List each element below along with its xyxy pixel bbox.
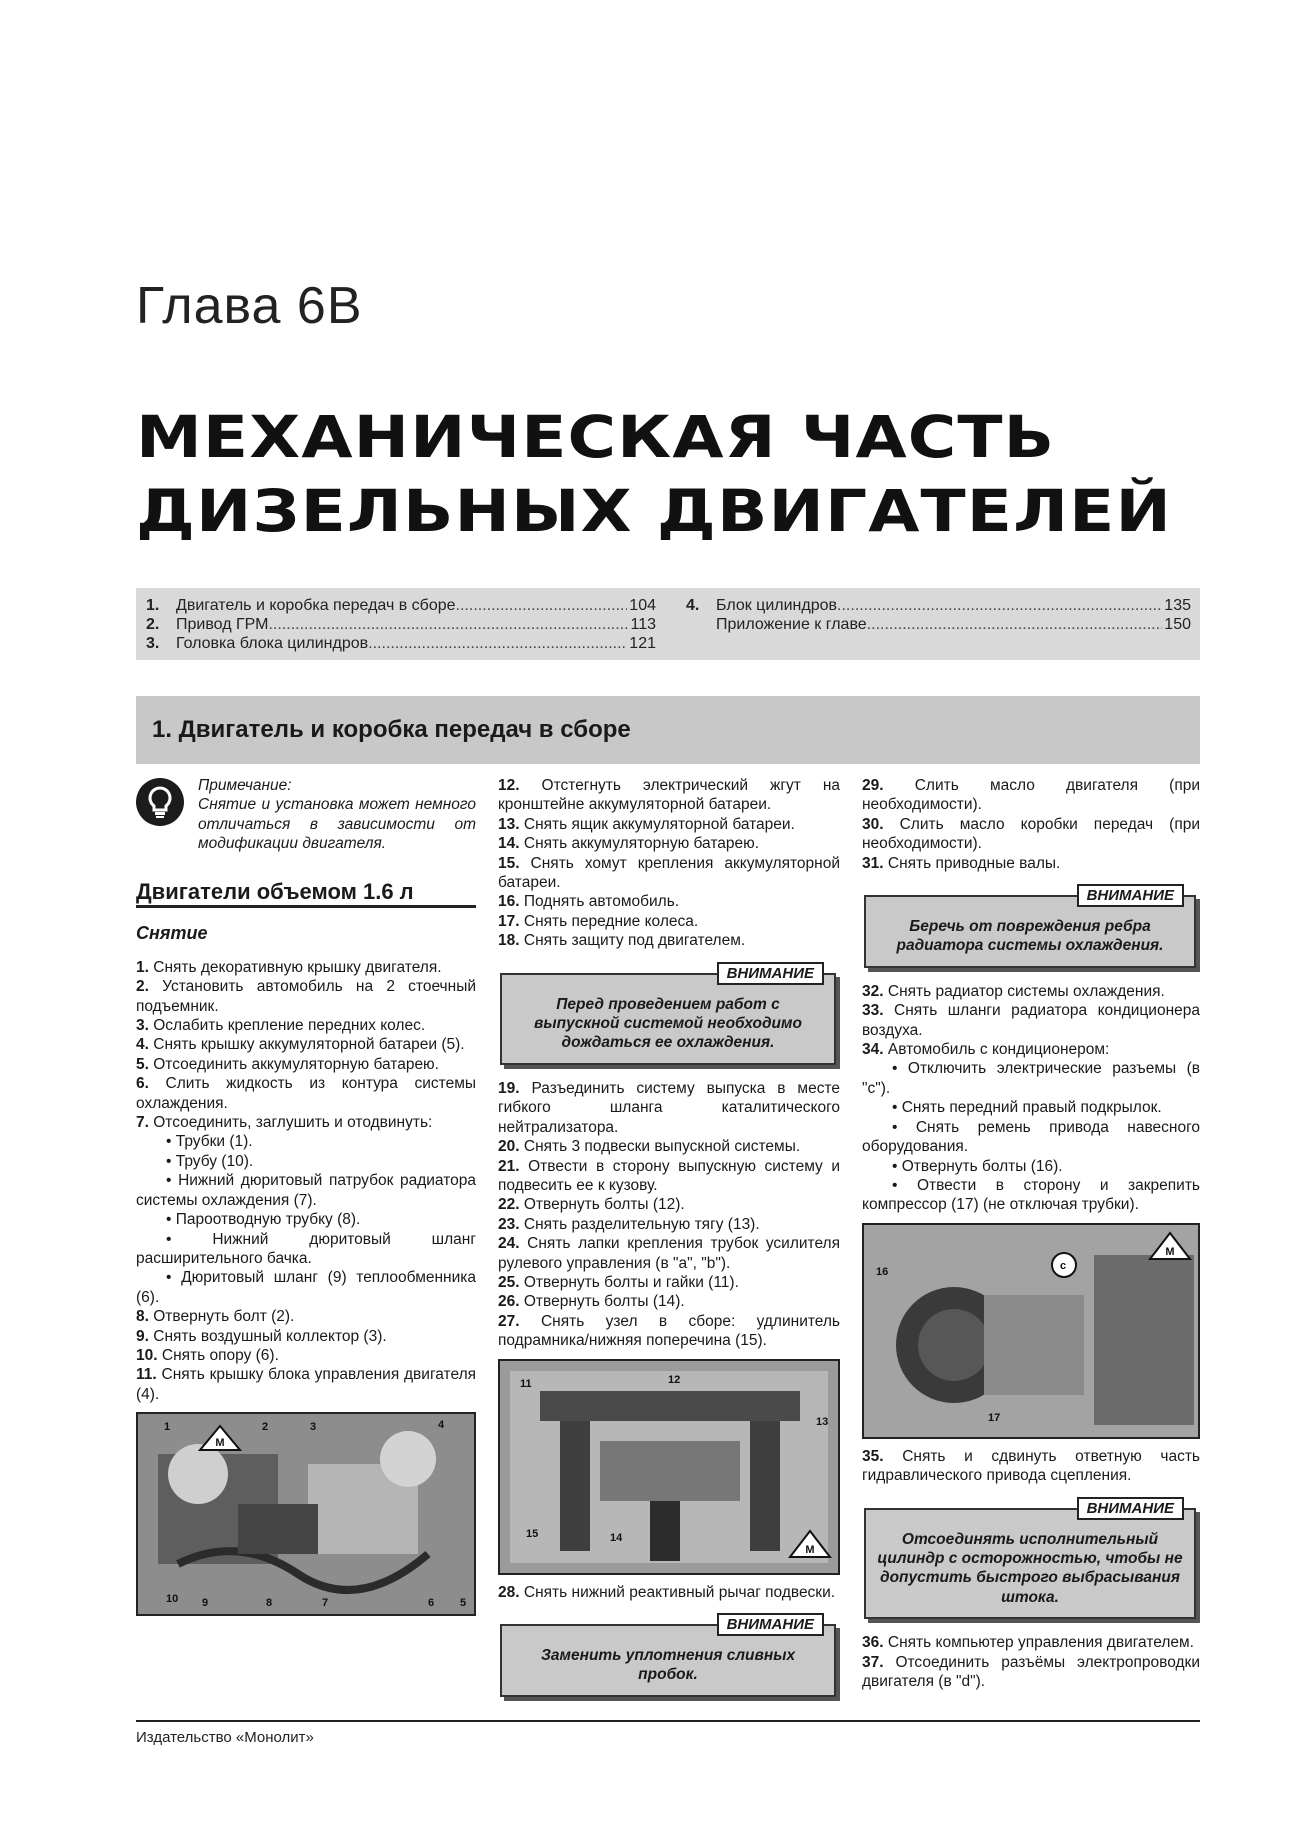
publisher-footer: Издательство «Монолит» — [136, 1729, 314, 1746]
step-number: 36. — [862, 1634, 884, 1652]
step-item — [136, 1365, 476, 1404]
step-item — [498, 815, 840, 834]
toc-entry — [686, 596, 1191, 615]
step-text: Снять декоративную крышку двигателя. — [153, 958, 442, 976]
warning-box — [500, 1615, 836, 1697]
step-text: Отсоединить аккумуляторную батарею. — [153, 1055, 439, 1073]
step-text: Отстегнуть электрический жгут на кронштейне аккумуляторной батареи. — [498, 777, 840, 814]
warning-text: Заменить уплотнения сливных пробок. — [540, 1646, 796, 1684]
callout-label: 8 — [266, 1597, 273, 1610]
step-item — [498, 1273, 840, 1292]
step-number: 37. — [862, 1653, 884, 1671]
step-text: Снять передние колеса. — [523, 912, 699, 930]
step-text: Снять хомут крепления аккумуляторной батареи. — [498, 854, 840, 892]
engine-photo-drawing — [138, 1414, 474, 1614]
step-number: 9. — [136, 1327, 149, 1345]
warning-text: Беречь от повреждения ребра радиатора системы охлаждения. — [896, 918, 1164, 955]
toc-entry — [686, 615, 1191, 634]
bullet-icon: • — [892, 1176, 917, 1194]
step-item — [498, 1312, 840, 1351]
step-list — [498, 1583, 840, 1602]
step-number: 30. — [862, 815, 884, 833]
step-number: 1. — [136, 958, 149, 976]
bullet-text: Отключить электрические разъемы (в "c"). — [862, 1060, 1201, 1097]
step-item — [498, 854, 840, 893]
column-1 — [136, 776, 476, 1624]
step-text: Снять опору (6). — [161, 1346, 279, 1364]
step-number: 34. — [862, 1041, 884, 1059]
bullet-icon: • — [892, 1118, 916, 1136]
table-of-contents — [136, 588, 1200, 660]
step-number: 31. — [862, 854, 884, 872]
step-number: 22. — [498, 1196, 520, 1214]
svg-text:M: M — [215, 1437, 225, 1450]
callout-label: 4 — [438, 1419, 445, 1432]
bullet-item — [136, 1171, 476, 1210]
bullet-item — [862, 1059, 1200, 1098]
callout-label: 17 — [988, 1411, 1001, 1424]
step-number: 18. — [498, 932, 520, 950]
toc-number: 3. — [146, 635, 160, 652]
step-item — [136, 1307, 476, 1326]
step-item — [498, 931, 840, 950]
step-text: Отвернуть болт (2). — [153, 1308, 295, 1326]
step-text: Снять лапки крепления трубок усилителя рулевого управления (в "a", "b"). — [498, 1235, 840, 1272]
step-number: 19. — [498, 1079, 520, 1097]
step-item — [498, 1157, 840, 1196]
toc-entry — [146, 634, 656, 653]
step-number: 33. — [862, 1002, 884, 1020]
step-number: 7. — [136, 1114, 149, 1132]
warning-text: Перед проведением работ с выпускной системой необходимо дождаться ее охлаждения. — [534, 995, 802, 1052]
callout-label: 10 — [166, 1593, 179, 1606]
section-title: 1. Двигатель и коробка передач в сборе — [152, 716, 631, 743]
subframe-photo-drawing — [500, 1361, 838, 1573]
step-list — [498, 1079, 840, 1351]
step-item — [136, 1113, 476, 1132]
callout-label: 9 — [202, 1597, 209, 1610]
bullet-item — [136, 1210, 476, 1229]
title-line-1: МЕХАНИЧЕСКАЯ ЧАСТЬ — [136, 403, 1056, 471]
step-number: 16. — [498, 893, 520, 911]
bullet-item — [136, 1230, 476, 1269]
engine-subheading: Двигатели объемом 1.6 л — [136, 879, 414, 904]
toc-title: Приложение к главе — [716, 616, 867, 633]
bullet-icon: • — [166, 1230, 213, 1248]
step-text: Снять 3 подвески выпускной системы. — [523, 1138, 801, 1156]
compressor-photo — [862, 1223, 1200, 1439]
toc-left-column — [146, 596, 656, 653]
bullet-text: Снять передний правый подкрылок. — [901, 1099, 1162, 1117]
callout-label: 13 — [816, 1415, 829, 1428]
step-number: 23. — [498, 1215, 520, 1233]
step-number: 5. — [136, 1055, 149, 1073]
step-number: 20. — [498, 1138, 520, 1156]
note-box — [136, 776, 476, 866]
bullet-icon: • — [166, 1152, 176, 1170]
step-item — [862, 1653, 1200, 1692]
step-item — [498, 892, 840, 911]
chapter-label: Глава 6В — [136, 277, 363, 335]
step-text: Слить масло коробки передач (при необходимости). — [862, 815, 1200, 853]
bullet-text: Отвести в сторону и закрепить компрессор (17) (не отключая трубки). — [862, 1176, 1200, 1214]
step-list — [862, 982, 1200, 1060]
callout-label: 12 — [668, 1373, 681, 1386]
note-body: Снятие и установка может немного отличаться в зависимости от модификации двигателя. — [198, 796, 476, 853]
toc-page: 104 — [629, 597, 656, 614]
bullet-icon: • — [166, 1211, 176, 1229]
step-text: Снять узел в сборе: удлинитель подрамника/нижняя поперечина (15). — [498, 1312, 840, 1350]
step-number: 12. — [498, 777, 520, 794]
toc-leader — [837, 596, 1162, 615]
step-text: Снять крышку блока управления двигателя (4). — [136, 1366, 477, 1403]
step-number: 8. — [136, 1308, 149, 1326]
step-number: 15. — [498, 854, 520, 872]
step-text: Снять шланги радиатора кондиционера воздуха. — [862, 1002, 1200, 1039]
step-text: Отвернуть болты (12). — [523, 1196, 685, 1214]
bullet-item — [136, 1152, 476, 1171]
toc-page: 150 — [1164, 616, 1191, 633]
step-text: Снять и сдвинуть ответную часть гидравлического привода сцепления. — [862, 1447, 1201, 1485]
step-item — [498, 1079, 840, 1137]
warning-text: Отсоединять исполнительный цилиндр с осторожностью, чтобы не допустить быстрого выбрасывания штока. — [877, 1530, 1183, 1606]
column-3 — [862, 776, 1200, 1691]
bullet-icon: • — [166, 1172, 179, 1190]
step-item — [498, 776, 840, 815]
step-item — [136, 1055, 476, 1074]
step-text: Снять ящик аккумуляторной батареи. — [523, 815, 795, 833]
callout-label: 2 — [262, 1421, 269, 1434]
step-number: 14. — [498, 835, 520, 853]
step-number: 28. — [498, 1583, 520, 1601]
toc-entry — [146, 596, 656, 615]
warning-label: ВНИМАНИЕ — [717, 962, 824, 985]
step-text: Отвернуть болты и гайки (11). — [523, 1273, 739, 1291]
step-number: 35. — [862, 1447, 884, 1465]
step-text: Отвернуть болты (14). — [523, 1293, 685, 1311]
step-number: 17. — [498, 912, 520, 930]
step-list — [136, 958, 476, 1133]
step-text: Слить жидкость из контура системы охлаждения. — [136, 1075, 477, 1112]
toc-leader — [368, 634, 627, 653]
step-item — [498, 1292, 840, 1311]
step-number: 6. — [136, 1075, 149, 1093]
step-text: Отсоединить разъёмы электропроводки двигателя (в "d"). — [862, 1653, 1200, 1690]
toc-number: 1. — [146, 597, 160, 614]
bullet-text: Пароотводную трубку (8). — [175, 1211, 361, 1229]
step-item — [862, 1001, 1200, 1040]
warning-box — [864, 1499, 1196, 1620]
step-number: 26. — [498, 1293, 520, 1311]
step-number: 13. — [498, 815, 520, 833]
engine-photo — [136, 1412, 476, 1616]
step-list — [498, 776, 840, 951]
step-item — [862, 815, 1200, 854]
step-number: 27. — [498, 1312, 520, 1330]
step-text: Ослабить крепление передних колес. — [153, 1017, 426, 1035]
step-number: 3. — [136, 1017, 149, 1035]
step-text: Установить автомобиль на 2 стоечный подъемник. — [136, 978, 476, 1015]
callout-label: 3 — [310, 1421, 317, 1434]
note-heading: Примечание: — [198, 777, 292, 794]
toc-leader — [867, 615, 1163, 634]
bullet-list — [136, 1132, 476, 1307]
bullet-item — [862, 1176, 1200, 1215]
bullet-text: Дюритовый шланг (9) теплообменника (6). — [136, 1269, 476, 1306]
toc-number — [686, 615, 716, 634]
bullet-icon: • — [892, 1157, 902, 1175]
step-list — [136, 1307, 476, 1404]
step-item — [862, 1447, 1200, 1486]
step-item — [498, 1195, 840, 1214]
step-text: Снять аккумуляторную батарею. — [523, 835, 760, 853]
step-text: Снять крышку аккумуляторной батареи (5). — [153, 1036, 465, 1054]
step-item — [862, 1633, 1200, 1652]
callout-label: c — [1060, 1259, 1067, 1272]
bullet-icon: • — [166, 1133, 176, 1151]
column-2 — [498, 776, 840, 1711]
step-text: Снять воздушный коллектор (3). — [153, 1327, 387, 1345]
step-text: Снять защиту под двигателем. — [523, 932, 746, 950]
step-item — [498, 1583, 840, 1602]
callout-label: 16 — [876, 1265, 889, 1278]
bullet-item — [862, 1157, 1200, 1176]
svg-text:M: M — [805, 1543, 815, 1556]
step-text: Снять радиатор системы охлаждения. — [887, 982, 1165, 1000]
step-list — [862, 1447, 1200, 1486]
step-text: Разъединить систему выпуска в месте гибкого шланга каталитического нейтрализатора. — [498, 1079, 840, 1136]
bullet-item — [136, 1132, 476, 1151]
toc-number: 4. — [686, 597, 700, 614]
removal-subheading: Снятие — [136, 923, 208, 944]
step-number: 11. — [136, 1366, 157, 1384]
step-list — [862, 1633, 1200, 1691]
toc-title: Головка блока цилиндров — [176, 635, 369, 652]
footer-divider — [136, 1720, 1200, 1722]
bullet-text: Нижний дюритовый патрубок радиатора системы охлаждения (7). — [136, 1172, 476, 1209]
step-item — [136, 958, 476, 977]
main-title — [136, 400, 1216, 548]
svg-text:M: M — [1165, 1245, 1175, 1258]
callout-label: 1 — [164, 1421, 171, 1434]
toc-title: Блок цилиндров — [716, 597, 838, 614]
note-text — [198, 776, 476, 854]
step-text: Отвести в сторону выпускную систему и подвесить ее к кузову. — [498, 1157, 840, 1194]
section-heading-band — [136, 696, 1200, 764]
warning-label: ВНИМАНИЕ — [717, 1613, 824, 1636]
lightbulb-icon — [136, 778, 184, 826]
step-item — [136, 1346, 476, 1365]
step-item — [136, 1074, 476, 1113]
callout-label: 6 — [428, 1597, 435, 1610]
toc-page: 121 — [629, 635, 656, 652]
toc-title: Двигатель и коробка передач в сборе — [176, 597, 456, 614]
step-item — [498, 1137, 840, 1156]
step-text: Снять разделительную тягу (13). — [523, 1215, 760, 1233]
warning-label: ВНИМАНИЕ — [1077, 884, 1184, 907]
step-item — [498, 1215, 840, 1234]
step-number: 29. — [862, 777, 884, 794]
step-number: 21. — [498, 1157, 520, 1175]
bullet-item — [862, 1098, 1200, 1117]
step-number: 2. — [136, 978, 149, 996]
step-item — [862, 776, 1200, 815]
step-text: Поднять автомобиль. — [523, 893, 680, 911]
callout-label: 7 — [322, 1597, 329, 1610]
step-number: 24. — [498, 1235, 520, 1253]
step-item — [136, 1327, 476, 1346]
step-number: 32. — [862, 982, 884, 1000]
title-line-2: ДИЗЕЛЬНЫХ ДВИГАТЕЛЕЙ — [136, 477, 1172, 545]
step-item — [862, 982, 1200, 1001]
step-item — [862, 1040, 1200, 1059]
toc-entry — [146, 615, 656, 634]
bullet-icon: • — [166, 1269, 182, 1287]
toc-right-column — [686, 596, 1191, 634]
step-number: 10. — [136, 1346, 158, 1364]
subframe-photo — [498, 1359, 840, 1575]
toc-page: 135 — [1164, 597, 1191, 614]
step-text: Снять приводные валы. — [887, 854, 1061, 872]
bullet-item — [136, 1268, 476, 1307]
bullet-text: Снять ремень привода навесного оборудования. — [862, 1118, 1201, 1156]
compressor-photo-drawing — [864, 1225, 1198, 1437]
step-item — [136, 1035, 476, 1054]
warning-box — [500, 964, 836, 1065]
step-number: 25. — [498, 1273, 520, 1291]
bullet-list — [862, 1059, 1200, 1214]
bullet-text: Нижний дюритовый шланг расширительного бачка. — [136, 1230, 476, 1267]
step-text: Снять нижний реактивный рычаг подвески. — [523, 1583, 836, 1601]
toc-number: 2. — [146, 616, 160, 633]
callout-label: 11 — [520, 1377, 532, 1390]
bullet-text: Трубу (10). — [175, 1152, 254, 1170]
bullet-icon: • — [892, 1099, 902, 1117]
toc-title: Привод ГРМ — [176, 616, 269, 633]
step-text: Снять компьютер управления двигателем. — [887, 1634, 1194, 1652]
toc-page: 113 — [630, 616, 656, 633]
step-item — [498, 1234, 840, 1273]
callout-label: 14 — [610, 1531, 623, 1544]
step-item — [136, 1016, 476, 1035]
step-number: 4. — [136, 1036, 149, 1054]
bullet-text: Отвернуть болты (16). — [901, 1157, 1063, 1175]
bullet-text: Трубки (1). — [175, 1133, 253, 1151]
step-item — [862, 854, 1200, 873]
warning-box — [864, 887, 1196, 968]
toc-leader — [456, 596, 628, 615]
callout-label: 15 — [526, 1527, 539, 1540]
step-text: Слить масло двигателя (при необходимости). — [862, 777, 1200, 814]
step-text: Отсоединить, заглушить и отодвинуть: — [153, 1114, 433, 1132]
toc-leader — [268, 615, 628, 634]
bullet-icon: • — [892, 1060, 908, 1078]
step-item — [136, 977, 476, 1016]
callout-label: 5 — [460, 1597, 467, 1610]
step-text: Автомобиль с кондиционером: — [887, 1041, 1110, 1059]
step-list — [862, 776, 1200, 873]
bullet-item — [862, 1118, 1200, 1157]
step-item — [498, 834, 840, 853]
warning-label: ВНИМАНИЕ — [1077, 1497, 1184, 1520]
divider — [136, 905, 476, 908]
step-item — [498, 912, 840, 931]
